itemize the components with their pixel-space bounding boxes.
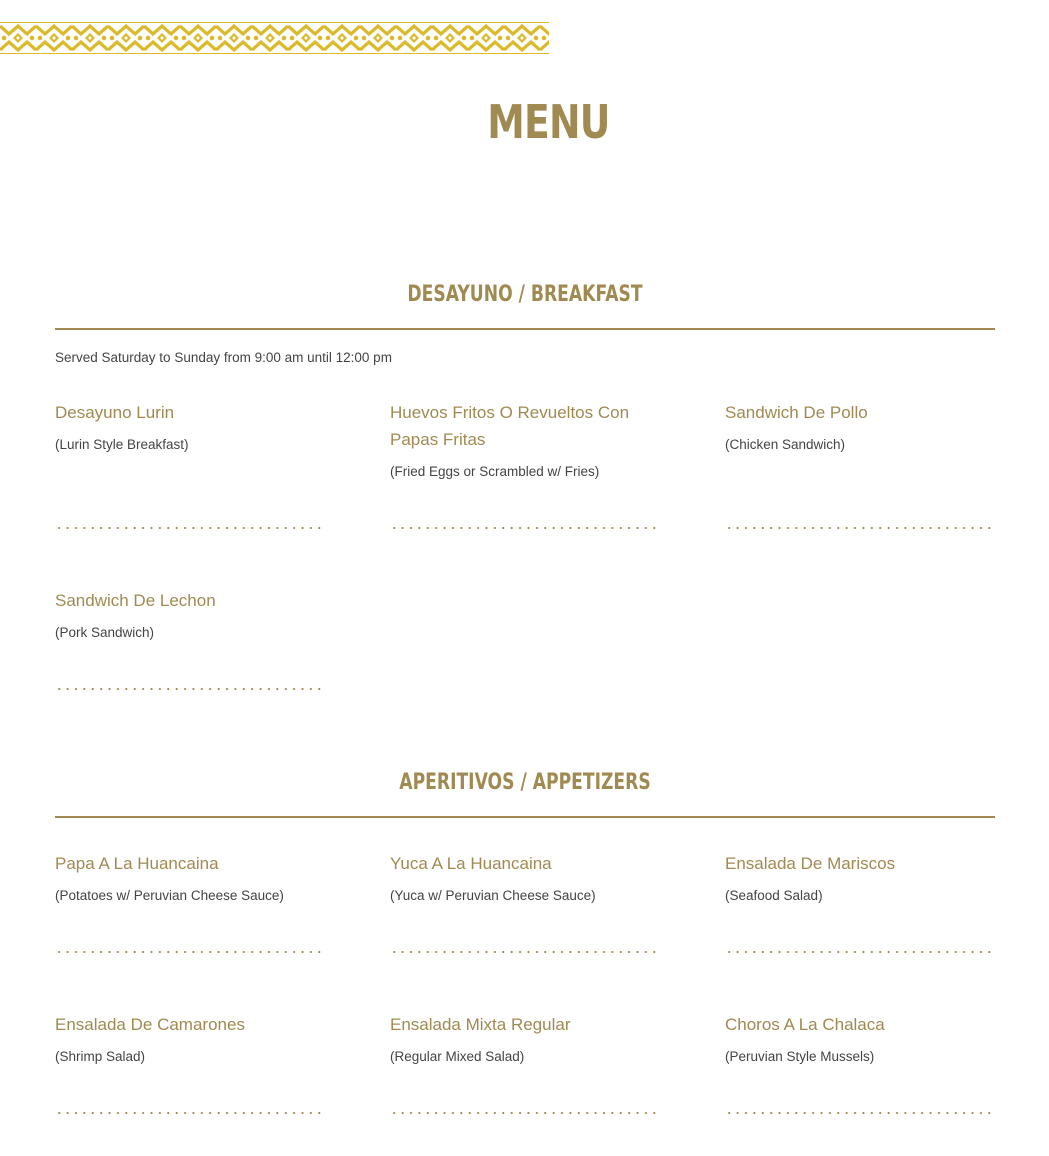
menu-item-description: (Potatoes w/ Peruvian Cheese Sauce)	[55, 888, 284, 903]
dotted-leader	[390, 526, 660, 530]
menu-item-name: Ensalada De Mariscos	[725, 854, 896, 873]
menu-item-description: (Seafood Salad)	[725, 888, 823, 903]
dotted-leader	[55, 526, 325, 530]
menu-item	[55, 850, 325, 905]
menu-item-description: (Shrimp Salad)	[55, 1049, 146, 1064]
section-title-appetizers: APERITIVOS / APPETIZERS	[399, 770, 651, 795]
menu-item-name: Ensalada De Camarones	[55, 1015, 245, 1034]
menu-item	[55, 1011, 325, 1066]
menu-item	[390, 399, 660, 481]
breakfast-section	[55, 280, 995, 367]
dotted-leader	[725, 950, 995, 954]
menu-item-name: Sandwich De Lechon	[55, 591, 216, 610]
menu-item	[55, 399, 325, 454]
breakfast-serving-note: Served Saturday to Sunday from 9:00 am until 12:00 pm	[55, 350, 392, 365]
pattern-graphic	[0, 22, 549, 54]
dotted-leader	[725, 1111, 995, 1115]
menu-item	[725, 850, 995, 905]
menu-item-name: Choros A La Chalaca	[725, 1015, 885, 1034]
dotted-leader	[390, 1111, 660, 1115]
menu-item-name: Desayuno Lurin	[55, 403, 175, 422]
menu-item	[725, 399, 995, 454]
section-title-breakfast: DESAYUNO / BREAKFAST	[407, 282, 643, 307]
menu-item-description: (Peruvian Style Mussels)	[725, 1049, 875, 1064]
menu-item-description: (Regular Mixed Salad)	[390, 1049, 525, 1064]
menu-item-description: (Yuca w/ Peruvian Cheese Sauce)	[390, 888, 596, 903]
decorative-pattern-band	[0, 22, 549, 54]
menu-item	[725, 1011, 995, 1066]
menu-item	[390, 850, 660, 905]
menu-item-description: (Fried Eggs or Scrambled w/ Fries)	[390, 464, 600, 479]
dotted-leader	[55, 1111, 325, 1115]
dotted-leader	[390, 950, 660, 954]
menu-item-description: (Chicken Sandwich)	[725, 437, 846, 452]
dotted-leader	[725, 526, 995, 530]
menu-item-description: (Pork Sandwich)	[55, 625, 155, 640]
menu-item-name: Yuca A La Huancaina	[390, 854, 552, 873]
menu-item	[390, 1011, 660, 1066]
dotted-leader	[55, 687, 325, 691]
menu-item	[55, 587, 325, 642]
dotted-leader	[55, 950, 325, 954]
menu-item-name: Sandwich De Pollo	[725, 403, 868, 422]
menu-item-name: Papa A La Huancaina	[55, 854, 219, 873]
menu-item-name: Huevos Fritos O Revueltos Con Papas Fritas	[390, 403, 630, 449]
section-divider	[55, 816, 995, 818]
menu-item-name: Ensalada Mixta Regular	[390, 1015, 571, 1034]
appetizers-section	[55, 768, 995, 818]
page-title: MENU	[487, 95, 610, 149]
section-divider	[55, 328, 995, 330]
menu-item-description: (Lurin Style Breakfast)	[55, 437, 189, 452]
